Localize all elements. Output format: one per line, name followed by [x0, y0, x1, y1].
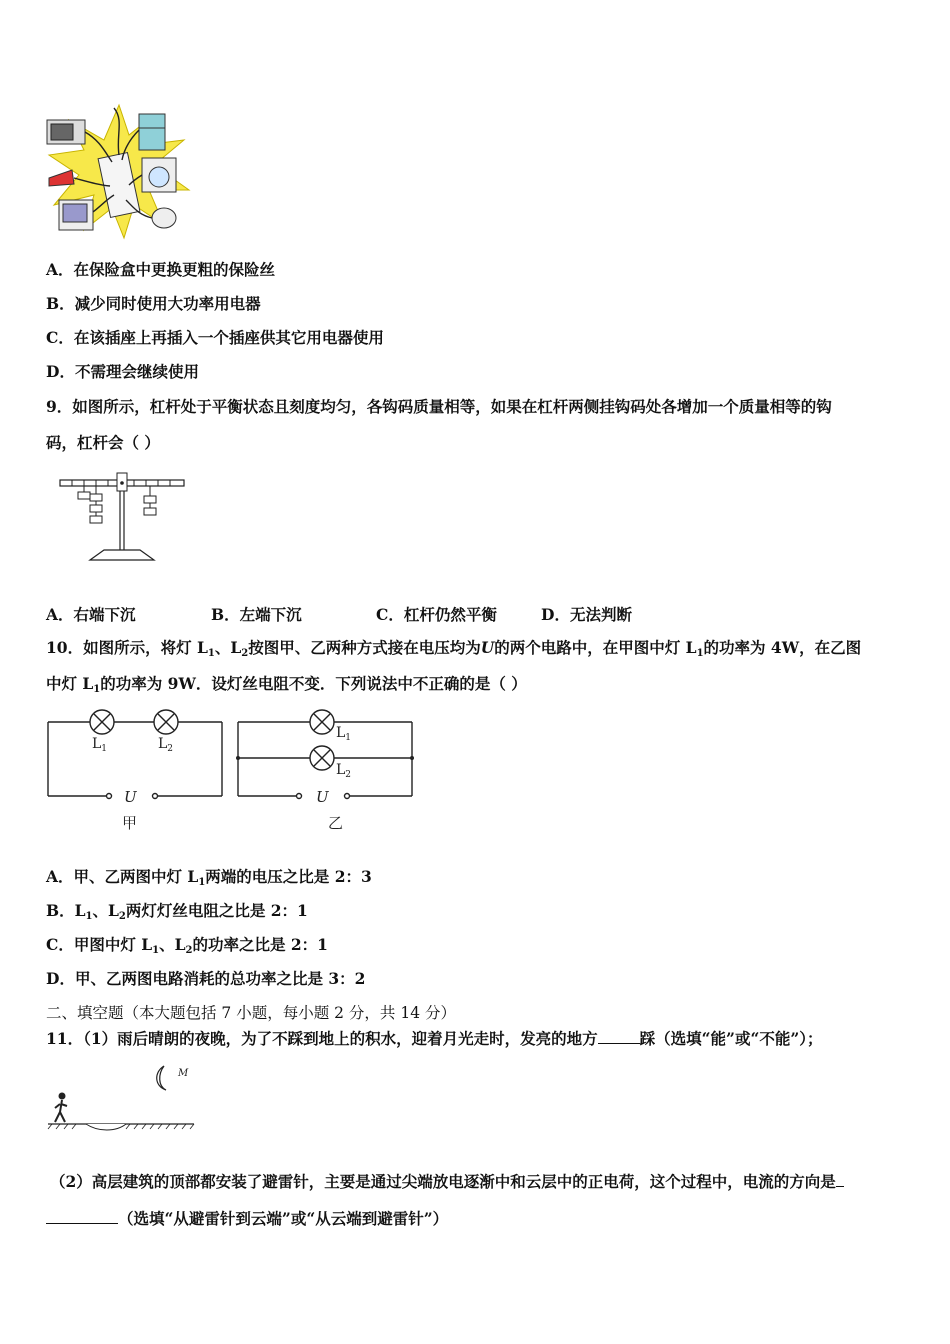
q8-option-a: A．在保险盒中更换更粗的保险丝	[46, 260, 276, 279]
lever-figure	[56, 470, 188, 565]
q11-part2-line2: （选填“从避雷针到云端”或“从云端到避雷针”）	[46, 1209, 448, 1229]
q8-option-b: B．减少同时使用大功率用电器	[46, 294, 261, 313]
q11-part1: 11．（1）雨后晴朗的夜晚，为了不踩到地上的积水，迎着月光走时，发亮的地方 踩（选填“能”或“不能”）；	[46, 1029, 823, 1048]
svg-text:L2: $L_2$	[336, 762, 352, 780]
svg-text:U: U	[316, 788, 329, 806]
svg-text:U: U	[124, 788, 137, 806]
svg-text:乙: 乙	[328, 814, 344, 832]
q9-option-b: B．左端下沉	[211, 605, 302, 624]
overloaded-socket-figure	[44, 100, 194, 240]
svg-text:L1: $L_1$	[92, 736, 108, 754]
q11-answer-blank-2a[interactable]	[836, 1172, 844, 1187]
q10-option-a: A．甲、乙两图中灯 $L_1$两端的电压之比是 2：3	[46, 867, 372, 888]
q11-part2-line1: （2）高层建筑的顶部都安装了避雷针，主要是通过尖端放电逐渐中和云层中的正电荷，这个过程中，电流的方向是	[50, 1172, 844, 1192]
q9-option-a: A．右端下沉	[46, 605, 136, 624]
section-heading: 二、填空题（本大题包括 7 小题，每小题 2 分，共 14 分）	[46, 1004, 457, 1022]
q11-answer-blank-1[interactable]	[598, 1029, 640, 1044]
q10-stem-line1: 10．如图所示，将灯 $L_1$、$L_2$按图甲、乙两种方式接在电压均为U的两个电路中，在甲图中灯 $L_1$的功率为 4W，在乙图	[46, 638, 862, 659]
q9-option-c: C．杠杆仍然平衡	[376, 605, 497, 624]
moonlight-walk-figure	[46, 1060, 196, 1132]
q9-option-d: D．无法判断	[541, 605, 632, 624]
q9-stem-line1: 9．如图所示，杠杆处于平衡状态且刻度均匀，各钩码质量相等，如果在杠杆两侧挂钩码处各增加一个质量相等的钩	[46, 397, 832, 416]
svg-text:甲: 甲	[122, 814, 138, 832]
q11-answer-blank-2b[interactable]	[46, 1209, 118, 1224]
q10-option-c: C．甲图中灯 $L_1$、$L_2$的功率之比是 2：1	[46, 935, 328, 956]
q8-option-c: C．在该插座上再插入一个插座供其它用电器使用	[46, 328, 384, 347]
svg-text:L2: $L_2$	[158, 736, 174, 754]
svg-text:M: M	[178, 1068, 189, 1079]
circuit-figure	[44, 704, 424, 838]
q8-option-d: D．不需理会继续使用	[46, 362, 199, 381]
q10-stem-line2: 中灯 $L_1$的功率为 9W．设灯丝电阻不变．下列说法中不正确的是（ ）	[46, 674, 527, 695]
q9-stem-line2: 码，杠杆会（ ）	[46, 433, 160, 452]
svg-text:L1: $L_1$	[336, 725, 352, 743]
q10-option-b: B．$L_1$、$L_2$两灯灯丝电阻之比是 2：1	[46, 901, 308, 922]
q10-option-d: D．甲、乙两图电路消耗的总功率之比是 3：2	[46, 969, 366, 988]
